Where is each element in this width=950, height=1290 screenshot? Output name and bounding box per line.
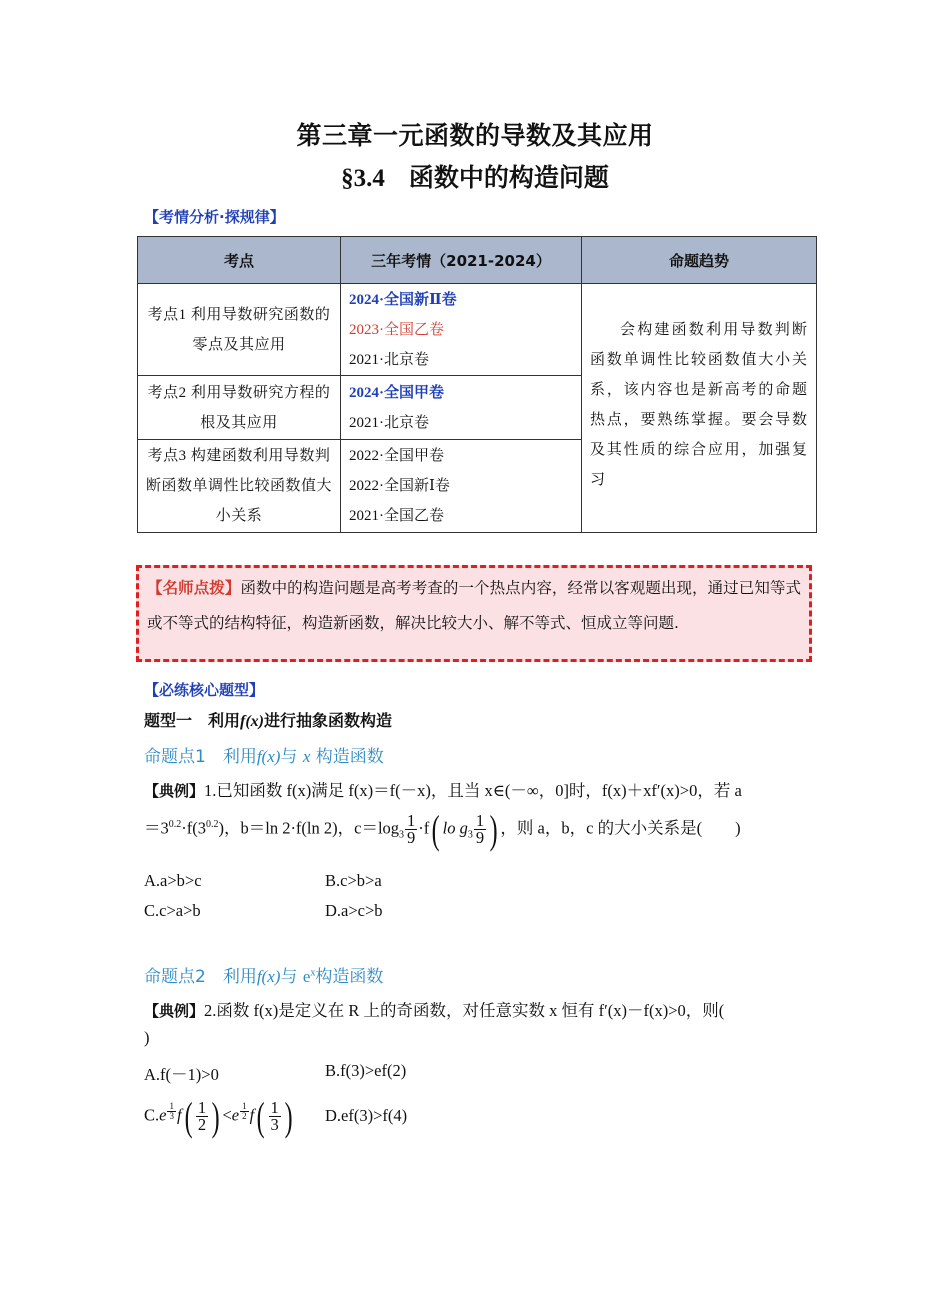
denominator: 2 <box>242 1110 247 1121</box>
expr-part: ，则 a，b，c 的大小关系是( ) <box>500 818 741 838</box>
exam-year: 2022·全国新Ⅰ卷 <box>349 478 450 494</box>
option-c <box>144 1093 295 1140</box>
exam-year: 2021·北京卷 <box>349 351 429 368</box>
analysis-table <box>137 236 817 533</box>
chapter-title: 第三章一元函数的导数及其应用 <box>296 121 654 150</box>
exam-year: 2024·全国甲卷 <box>349 384 445 401</box>
option-prefix: C. <box>144 1105 160 1125</box>
expr-part: )，b＝ln 2·f(ln 2)，c＝log <box>218 818 400 838</box>
numerator: 1 <box>475 810 485 830</box>
expr-part: ·f <box>418 818 430 838</box>
denominator: 2 <box>197 1115 207 1134</box>
point-mid: 与 <box>280 967 298 987</box>
type-fx: f(x) <box>240 713 264 730</box>
option-c: C.c>a>b <box>144 901 201 920</box>
point-fx: f(x) <box>256 967 281 986</box>
example1-text: 1.已知函数 f(x)满足 f(x)＝f(－x)，且当 x∈(－∞，0]时，f(x)＋xf′(x)>0，若 a <box>204 781 742 800</box>
example1-line1 <box>144 777 742 801</box>
point-var: x <box>302 747 311 766</box>
fraction <box>196 1097 208 1134</box>
col-header: 考点 <box>138 237 341 284</box>
exp-fraction <box>166 1100 177 1121</box>
option-a: A.a>b>c <box>144 871 202 890</box>
log-text: lo g <box>442 818 468 838</box>
example-tag: 【典例】 <box>144 1002 205 1020</box>
exam-point-cell: 考点3 构建函数利用导数判断函数单调性比较函数值大小关系 <box>138 440 341 533</box>
type-prefix: 题型一 利用 <box>144 711 241 730</box>
numerator: 1 <box>197 1097 207 1117</box>
example2-text: 2.函数 f(x)是定义在 R 上的奇函数，对任意实数 x 恒有 f′(x)－f(x)>0，则( <box>204 1001 725 1020</box>
numerator: 1 <box>242 1100 247 1111</box>
example2-line2: ) <box>144 1028 150 1047</box>
log-base: 3 <box>467 829 473 841</box>
tip-label: 【名师点拨】 <box>147 579 241 597</box>
numerator: 1 <box>270 1097 279 1117</box>
expr-part: ＝3 <box>144 818 169 838</box>
option-b: B.f(3)>ef(2) <box>325 1061 407 1080</box>
trend-text: 会构建函数利用导数判断函数单调性比较函数值大小关系，该内容也是新高考的命题热点，要熟练掌握。要会导数及其性质的综合应用，加强复习 <box>590 322 808 488</box>
point-fx: f(x) <box>256 747 281 766</box>
point-suffix: 构造函数 <box>315 747 384 767</box>
table-header-row <box>138 237 817 284</box>
example-tag: 【典例】 <box>144 782 205 800</box>
exponent: 0.2 <box>205 818 219 830</box>
paren-left: ( <box>184 1094 193 1139</box>
fraction <box>405 810 417 847</box>
option-a: A.f(－1)>0 <box>144 1065 219 1084</box>
proposition-point-2 <box>144 962 383 987</box>
exponent: 0.2 <box>168 818 182 830</box>
log-base: 3 <box>399 829 405 841</box>
section-number: §3.4 <box>341 165 385 192</box>
exam-years-cell <box>341 284 582 376</box>
option-d: D.a>c>b <box>325 901 383 920</box>
exam-point-cell: 考点1 利用导数研究函数的零点及其应用 <box>138 284 341 376</box>
exam-point-cell: 考点2 利用导数研究方程的根及其应用 <box>138 376 341 440</box>
exam-year: 2024·全国新Ⅱ卷 <box>349 291 457 308</box>
exam-year: 2021·北京卷 <box>349 414 429 431</box>
exam-year: 2021·全国乙卷 <box>349 508 444 524</box>
teacher-tip-box <box>136 565 812 662</box>
point-prefix: 命题点1 利用 <box>144 747 257 767</box>
denominator: 9 <box>407 828 416 847</box>
numerator: 1 <box>169 1100 174 1111</box>
paren-right: ) <box>284 1094 293 1139</box>
tip-text: 函数中的构造问题是高考考查的一个热点内容，经常以客观题出现，通过已知等式或不等式的结构特征，构造新函数，解决比较大小、解不等式、恒成立等问题. <box>147 579 801 632</box>
option-b: B.c>b>a <box>325 871 382 890</box>
core-heading: 【必练核心题型】 <box>144 681 265 699</box>
example1-line2 <box>144 806 741 853</box>
option-d: D.ef(3)>f(4) <box>325 1106 408 1125</box>
trend-cell <box>582 284 817 533</box>
expr-part: ·f(3 <box>181 818 206 838</box>
numerator: 1 <box>407 810 416 830</box>
fraction <box>269 1097 281 1134</box>
paren-right: ) <box>211 1094 220 1139</box>
point-suffix: 构造函数 <box>315 967 384 987</box>
point-mid: 与 <box>280 747 298 767</box>
col-header: 三年考情（2021-2024） <box>341 237 582 284</box>
table-row <box>138 284 817 376</box>
col-header: 命题趋势 <box>582 237 817 284</box>
func-f: f <box>176 1105 182 1125</box>
question-type-title <box>144 708 392 731</box>
euler-e: e <box>231 1105 240 1125</box>
exam-years-cell <box>341 376 582 440</box>
denominator: 3 <box>270 1115 279 1134</box>
point-exp-base: e <box>302 967 311 986</box>
section-name: 函数中的构造问题 <box>408 163 609 192</box>
point-exp: x <box>310 967 316 979</box>
exp-fraction <box>239 1100 250 1121</box>
paren-left: ( <box>256 1094 265 1139</box>
type-suffix: 进行抽象函数构造 <box>264 711 393 730</box>
denominator: 9 <box>475 828 485 847</box>
exam-years-cell <box>341 440 582 533</box>
proposition-point-1 <box>144 742 384 767</box>
less-than: < <box>222 1105 232 1125</box>
paren-right: ) <box>489 807 498 852</box>
paren-left: ( <box>431 807 440 852</box>
fraction <box>474 810 486 847</box>
euler-e: e <box>159 1105 167 1125</box>
denominator: 3 <box>169 1110 174 1121</box>
section-title <box>0 158 950 194</box>
func-f: f <box>249 1105 255 1125</box>
point-prefix: 命题点2 利用 <box>144 967 257 987</box>
exam-year: 2022·全国甲卷 <box>349 448 444 464</box>
example2-line1 <box>144 997 724 1021</box>
analysis-heading: 【考情分析·探规律】 <box>144 208 285 226</box>
exam-year: 2023·全国乙卷 <box>349 321 444 338</box>
